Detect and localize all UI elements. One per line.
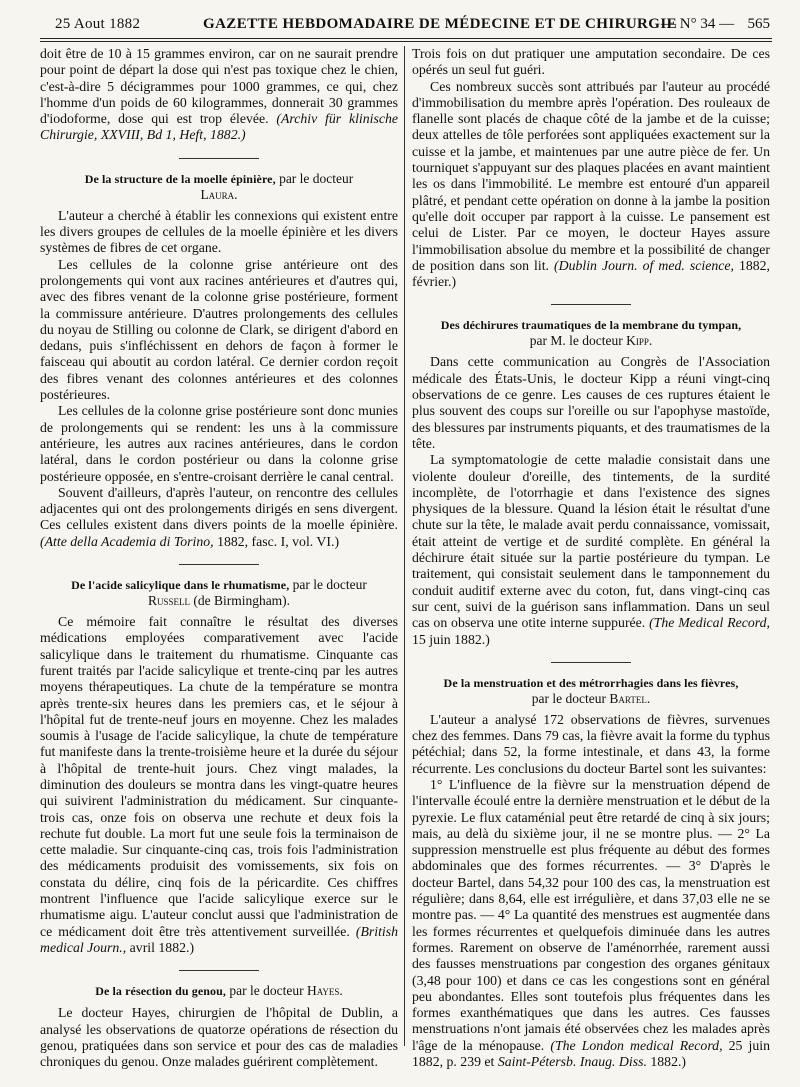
citation: (Dublin Journ. of med. science, xyxy=(554,257,734,273)
article-byline: par le docteur xyxy=(531,690,606,706)
left-column xyxy=(40,46,398,1076)
author-name: Bartel. xyxy=(609,690,651,706)
paragraph: doit être de 10 à 15 grammes environ, car on ne saurait prendre pour point de départ la dose qui n'est pas toxique chez le chien, c'est-à-dire 5 décigrammes pour 1000 grammes, ce qui, chez l'homme d'un poids de 60 kilogrammes, donnerait 30 grammes d'iodoforme, dose qui est trop élevée. (Archiv für klinische Chirurgie, XXVIII, Bd 1, Heft, 1882.) xyxy=(40,46,398,143)
article-byline: par le docteur xyxy=(292,577,367,593)
citation: (The London medical Record, xyxy=(550,1037,723,1053)
paragraph: Ce mémoire fait connaître le résultat des diverses médications employées comparativement avec l'acide salicylique dans le traitement du rhumatisme. Cinquante cas furent traités par l'acide salicylique et trente-cinq par les autres moyens thérapeutiques. La chute de la température se montra après trente-six heures dans les premiers cas, et le séjour à l'hôpital fut de trente-neuf jours en moyenne. Chez les malades soumis à l'usage de l'acide salicylique, la chute de température fut manifeste dans la trente-troisième heure et la durée du séjour à l'hôpital de trente-huit jours. Chez vingt malades, la diminution des douleurs se montra dans les vingt-quatre heures qui suivirent l'administration du médicament. Sur cinquante-trois cas, onze fois on observa une rechute et deux fois la rechute fut double. La mort fut une seule fois la terminaison de cette maladie. Sur cinquante-cinq cas, trois fois l'administration des médicaments produisit des vomissements, six fois on constata du délire, cinq fois de la péricardite. Ces chiffres montrent l'influence que l'acide salicylique exerce sur le rhumatisme aigu. L'auteur conclut aussi que l'administration de ce médicament doit être très attentivement surveillée. (British medical Journ., avril 1882.) xyxy=(40,614,398,955)
article-heading xyxy=(40,983,398,999)
page-number: 565 xyxy=(747,16,770,32)
citation: (The Medical Record, xyxy=(649,615,770,631)
article-separator xyxy=(179,970,259,971)
author-name: Kipp. xyxy=(626,333,653,349)
article-title: De la menstruation et des métrorrhagies dans les fièvres, xyxy=(443,675,739,690)
author-name: Laura. xyxy=(200,186,238,202)
issue-date: 25 Aout 1882 xyxy=(55,16,141,32)
article-heading xyxy=(412,675,770,706)
column-divider xyxy=(404,46,405,1046)
article-separator xyxy=(551,304,631,305)
article-title: Des déchirures traumatiques de la membrane du tympan, xyxy=(440,318,742,333)
article-separator xyxy=(179,158,259,159)
paragraph: L'auteur a cherché à établir les connexions qui existent entre les divers groupes de cellules de la moelle épinière et les divers systèmes de fibres de cet organe. xyxy=(40,207,398,256)
article-title: De la résection du genou, xyxy=(95,984,227,999)
journal-title: GAZETTE HEBDOMADAIRE DE MÉDECINE ET DE CHIRURGIE xyxy=(203,16,677,32)
article-heading xyxy=(40,577,398,608)
article-byline: par M. le docteur xyxy=(529,333,623,349)
paragraph: Trois fois on dut pratiquer une amputation secondaire. De ces opérés un seul fut guéri. xyxy=(412,46,770,78)
article-heading xyxy=(40,171,398,202)
citation: (Archiv für klinische Chirurgie, XXVIII, Bd 1, Heft, 1882.) xyxy=(40,111,398,143)
author-name: Russell xyxy=(147,593,190,609)
article-title: De l'acide salicylique dans le rhumatisme, xyxy=(71,578,290,593)
paragraph: Le docteur Hayes, chirurgien de l'hôpital de Dublin, a analysé les observations de quatorze opérations de résection du genou, pratiquées dans son service et pour des cas de maladies chroniques du genou. Onze malades guérirent complètement. xyxy=(40,1005,398,1070)
article-heading xyxy=(412,317,770,348)
paragraph: Les cellules de la colonne grise antérieure ont des prolongements qui vont aux racines antérieures et d'autres qui, avec des fibres venant de la colonne grise postérieure, forment la commissure antérieure. D'autres prolongements des cellules du noyau de Stilling ou colonne de Clark, se dirigent d'abord en dedans, puis s'infléchissent en dehors de façon à former le faisceau qui aboutit au cordon latéral. Ce dernier cordon reçoit des fibres venant des colonnes antérieures et des colonnes postérieures. xyxy=(40,256,398,403)
citation: (Atte della Academia di Torino, xyxy=(40,533,214,549)
paragraph: Souvent d'ailleurs, d'après l'auteur, on rencontre des cellules adjacentes qui ont des prolongements dirigés en sens divergent. Ces cellules existent dans divers points de la moelle épinière. (Atte della Academia di Torino, 1882, fasc. I, vol. VI.) xyxy=(40,484,398,549)
header-rule xyxy=(40,38,772,42)
article-byline: par le docteur xyxy=(279,170,354,186)
right-column xyxy=(412,46,770,1076)
paragraph: L'auteur a analysé 172 observations de fièvres, survenues chez des femmes. Dans 79 cas, la fièvre avait la forme du typhus pétéchial; dans 52, la forme intestinale, et dans 43, la forme récurrente. Les conclusions du docteur Bartel sont les suivantes: xyxy=(412,711,770,776)
article-byline: par le docteur xyxy=(229,983,304,999)
citation: (British medical Journ., xyxy=(40,923,398,955)
paragraph: Dans cette communication au Congrès de l'Association médicale des États-Unis, le docteur Kipp a réuni vingt-cinq observations de ce genre. Les causes de ces ruptures étaient le plus souvent des coups sur l'oreille ou sur l'apophyse mastoïde, des blessures par instruments piquants, et des traumatismes de la tête. xyxy=(412,354,770,451)
author-place: (de Birmingham). xyxy=(193,593,291,609)
article-separator xyxy=(179,564,259,565)
running-header xyxy=(55,14,770,38)
article-title: De la structure de la moelle épinière, xyxy=(84,171,276,186)
paragraph: Les cellules de la colonne grise postérieure sont donc munies de prolongements qui se rendent: les uns à la commissure antérieure, les autres aux racines antérieures, dans le cordon latéral, dans le cordon postérieur ou dans la colonne grise postérieure opposée, en s'entre-croisant derrière le canal central. xyxy=(40,403,398,484)
author-name: Hayes. xyxy=(306,983,343,999)
paragraph: Ces nombreux succès sont attribués par l'auteur au procédé d'immobilisation du membre après l'opération. Des rouleaux de flanelle sont placés de chaque côté de la jambe et de la cuisse; deux attelles de tôle perforées sont appliquées exactement sur la cuisse et la jambe, et maintenues par une autre pièce de fer. Un tourniquet s'appuyant sur des plaques placées en avant maintient les os dans l'immobilité. Le membre est entouré d'un appareil plâtré, et pendant cette opération on donne à la jambe la position qu'elle doit occuper par rapport à la cuisse. Le pansement est celui de Lister. Par ce moyen, le docteur Hayes assure l'immobilisation absolue du membre et la possibilité de changer de position dans son lit. (Dublin Journ. of med. science, 1882, février.) xyxy=(412,78,770,290)
article-separator xyxy=(551,662,631,663)
paragraph: La symptomatologie de cette maladie consistait dans une violente douleur d'oreille, des tintements, de la surdité incomplète, de l'otorrhagie et dans l'existence des signes physiques de la blessure. Quand la lésion était le résultat d'une chute sur la tête, le malade avait perdu connaissance, vomissait, était atteint de vertige et de surdité complète. En général la déchirure était située sur la partie postérieure du tympan. Le traitement, qui consistait seulement dans le tamponnement du conduit auditif externe avec du coton, fut, dans vingt-cinq cas sur cent, suivi de la guérison sans inflammation. Dans un seul cas on observa une otite interne suppurée. (The Medical Record, 15 juin 1882.) xyxy=(412,452,770,647)
issue-number: — N° 34 — xyxy=(661,16,735,32)
paragraph: 1° L'influence de la fièvre sur la menstruation dépend de l'intervalle écoulé entre la dernière menstruation et le début de la pyrexie. Le flux cataménial peut être retardé de cinq à six jours; mais, au delà du sixième jour, il ne se montre plus. — 2° La suppression menstruelle est plus fréquente au début des formes abdominales que des formes récurrentes. — 3° D'après le docteur Bartel, dans 54,32 pour 100 des cas, la menstruation est régulière; dans 8,64, elle est irrégulière, et dans 37,03 elle ne se montre pas. — 4° La quantité des menstrues est augmentée dans les formes récurrentes et quelquefois diminuée dans les autres formes. Rarement on observe de l'aménorrhée, rarement aussi des fausses menstruations par congestion des organes génitaux (3,48 pour 100) et dans ce cas les congestions sont en général peu abondantes. Elles sont toutefois plus fréquentes dans les formes exanthématiques que dans les autres. Ces fausses menstruations n'ont jamais été observées chez les malades après l'âge de la ménopause. (The London medical Record, 25 juin 1882, p. 239 et Saint-Pétersb. Inaug. Diss. 1882.) xyxy=(412,776,770,1070)
